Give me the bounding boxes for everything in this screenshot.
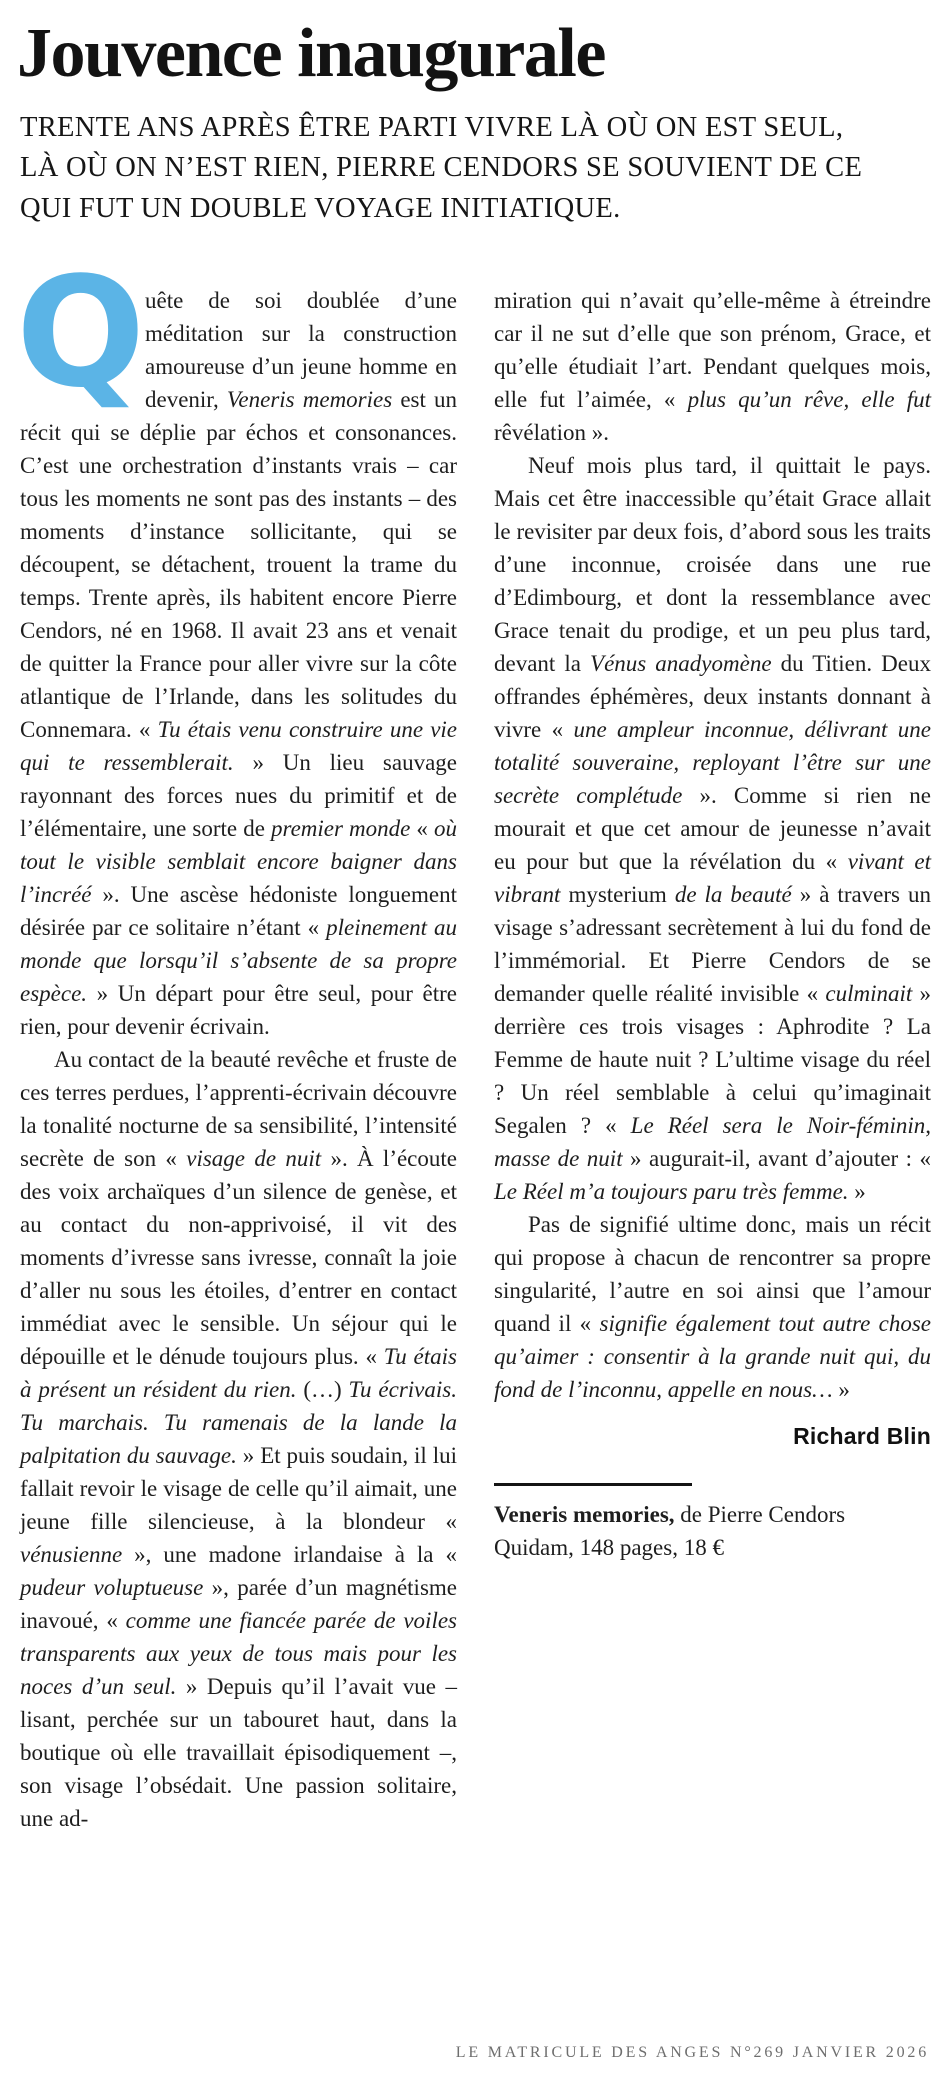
italic-text-run: culminait bbox=[825, 980, 913, 1006]
paragraph bbox=[494, 449, 931, 1208]
italic-text-run: vénusienne bbox=[20, 1541, 123, 1567]
italic-text-run: plus qu’un rêve, elle fut bbox=[687, 386, 931, 412]
text-run: », une madone irlandaise à la « bbox=[122, 1541, 457, 1567]
text-run: », parée d’un magnétisme inavoué, « bbox=[20, 1574, 457, 1633]
text-run: » à travers un visage s’adressant secrètement à lui du fond de l’immémorial. Et Pierre Cendors de se demander quelle réalité invisible « bbox=[494, 881, 931, 1006]
paragraph bbox=[494, 284, 931, 449]
text-run: Neuf mois plus tard, il quittait le pays. Mais cet être inaccessible qu’était Grace allait le revisiter par deux fois, d’abord sous les traits d’une inconnue, croisée dans une rue d’Edimbourg, et dont la ressemblance avec Grace tenait du prodige, et un peu plus tard, devant la bbox=[494, 452, 931, 676]
italic-text-run: Vénus anadyomène bbox=[590, 650, 772, 676]
text-run: Pas de signifié ultime donc, mais un récit qui propose à chacun de rencontrer sa propre singularité, l’autre en soi ainsi que l’amour quand il « bbox=[494, 1211, 931, 1336]
right-column-paragraphs bbox=[494, 284, 931, 1406]
italic-text-run: Tu étais à présent un résident du rien. bbox=[20, 1343, 457, 1402]
text-run: » bbox=[838, 1376, 850, 1402]
article-right-column bbox=[494, 284, 931, 1835]
italic-text-run: Le Réel sera le Noir-féminin, masse de nuit bbox=[494, 1112, 932, 1171]
italic-text-run: pleinement au monde que lorsqu’il s’absente de sa propre espèce. bbox=[20, 914, 458, 1006]
italic-text-run: Tu écrivais. Tu marchais. Tu ramenais de la lande la palpitation du sauvage. bbox=[20, 1376, 457, 1468]
paragraph bbox=[20, 1043, 457, 1835]
italic-text-run: Le Réel m’a toujours paru très femme. bbox=[494, 1178, 849, 1204]
text-run: » Un lieu sauvage rayonnant des forces nues du primitif et de l’élémentaire, une sorte de bbox=[20, 749, 457, 841]
text-run: ». Une ascèse hédoniste longuement désirée par ce solitaire n’étant « bbox=[20, 881, 457, 940]
footer-credit: LE MATRICULE DES ANGES N°269 JANVIER 2026 bbox=[455, 2044, 929, 2061]
italic-text-run: Tu étais venu construire une vie qui te ressemblerait. bbox=[20, 716, 457, 775]
text-run: » augurait-il, avant d’ajouter : « bbox=[622, 1145, 931, 1171]
text-run: » Et puis soudain, il lui fallait revoir le visage de celle qu’il aimait, une jeune fille silencieuse, à la blondeur « bbox=[20, 1442, 457, 1534]
text-run: » Depuis qu’il l’avait vue – lisant, perchée sur un tabouret haut, dans la boutique où elle travaillait épisodiquement –, son visage l’obsédait. Une passion solitaire, une ad- bbox=[20, 1673, 457, 1831]
book-info bbox=[494, 1498, 931, 1564]
paragraph bbox=[494, 1208, 931, 1406]
text-run: Au contact de la beauté revêche et fruste de ces terres perdues, l’apprenti-écrivain découvre la tonalité nocturne de sa sensibilité, l’intensité secrète de son « bbox=[20, 1046, 457, 1171]
italic-text-run: pudeur voluptueuse bbox=[20, 1574, 204, 1600]
standfirst: TRENTE ANS APRÈS ÊTRE PARTI VIVRE LÀ OÙ ON EST SEUL, LÀ OÙ ON N’EST RIEN, PIERRE CENDORS SE SOUVIENT DE CE QUI FUT UN DOUBLE VOYAGE INITIATIQUE. bbox=[20, 111, 863, 225]
italic-text-run: de la beauté bbox=[674, 881, 792, 907]
text-run: ». Comme si rien ne mourait et que cet amour de jeunesse n’avait eu pour but que la révélation du « bbox=[494, 782, 931, 874]
text-run: « bbox=[410, 815, 434, 841]
text-run: est un récit qui se déplie par échos et consonances. C’est une orchestration d’instants vrais – car tous les moments ne sont pas des instants – des moments d’instance sollicitante, qui se découpent, se détachent, trouent la trame du temps. Trente après, ils habitent encore Pierre Cendors, né en 1968. Il avait 23 ans et venait de quitter la France pour aller vivre sur la côte atlantique de l’Irlande, dans les solitudes du Connemara. « bbox=[20, 386, 457, 742]
book-title: Veneris memories, bbox=[494, 1501, 675, 1527]
italic-text-run: Veneris memories bbox=[226, 386, 393, 412]
text-run: miration qui n’avait qu’elle-même à étreindre car il ne sut d’elle que son prénom, Grace, et qu’elle étudiait l’art. Pendant quelques mois, elle fut l’aimée, « bbox=[494, 287, 931, 412]
italic-text-run: visage de nuit bbox=[186, 1145, 322, 1171]
text-run: mysterium bbox=[560, 881, 675, 907]
book-author: de Pierre Cendors bbox=[674, 1501, 846, 1527]
italic-text-run: une ampleur inconnue, délivrant une totalité souveraine, reployant l’être sur une secrète complétude bbox=[494, 716, 931, 808]
text-run: ». À l’écoute des voix archaïques d’un silence de genèse, et au contact du non-apprivoisé, il vit des moments d’ivresse sans ivresse, connaît la joie d’aller nu sous les étoiles, d’entrer en contact immédiat avec le sensible. Un séjour qui le dépouille et le dénude toujours plus. « bbox=[20, 1145, 457, 1369]
text-run: » derrière ces trois visages : Aphrodite ? La Femme de haute nuit ? L’ultime visage du réel ? Un réel semblable à celui qu’imaginait Segalen ? « bbox=[494, 980, 932, 1138]
italic-text-run: vivant et vibrant bbox=[494, 848, 932, 907]
text-run: du Titien. Deux offrandes éphémères, deux instants donnant à vivre « bbox=[494, 650, 931, 742]
text-run: (…) bbox=[296, 1376, 349, 1402]
text-run: uête de soi doublée d’une méditation sur la construction amoureuse d’un jeune homme en devenir, bbox=[145, 287, 457, 412]
text-run: rêvélation ». bbox=[494, 419, 609, 445]
italic-text-run: premier monde bbox=[270, 815, 411, 841]
byline: Richard Blin bbox=[793, 1422, 931, 1449]
text-run: » Un départ pour être seul, pour être rien, pour devenir écrivain. bbox=[20, 980, 457, 1039]
divider-rule bbox=[494, 1483, 692, 1486]
article-left-column bbox=[16, 243, 458, 1835]
article-body bbox=[16, 243, 932, 1835]
book-publisher-pages-price: Quidam, 148 pages, 18 € bbox=[494, 1534, 724, 1560]
text-run: » bbox=[848, 1178, 866, 1204]
italic-text-run: comme une fiancée parée de voiles transparents aux yeux de tous mais pour les noces d’un seul. bbox=[20, 1607, 457, 1699]
page-title: Jouvence inaugurale bbox=[17, 15, 605, 92]
drop-cap: Q bbox=[16, 243, 146, 421]
paragraph bbox=[16, 243, 458, 1043]
italic-text-run: où tout le visible semblait encore baigner dans l’incréé bbox=[20, 815, 457, 907]
italic-text-run: signifie également tout autre chose qu’aimer : consentir à la grande nuit qui, du fond de l’inconnu, appelle en nous… bbox=[494, 1310, 931, 1402]
